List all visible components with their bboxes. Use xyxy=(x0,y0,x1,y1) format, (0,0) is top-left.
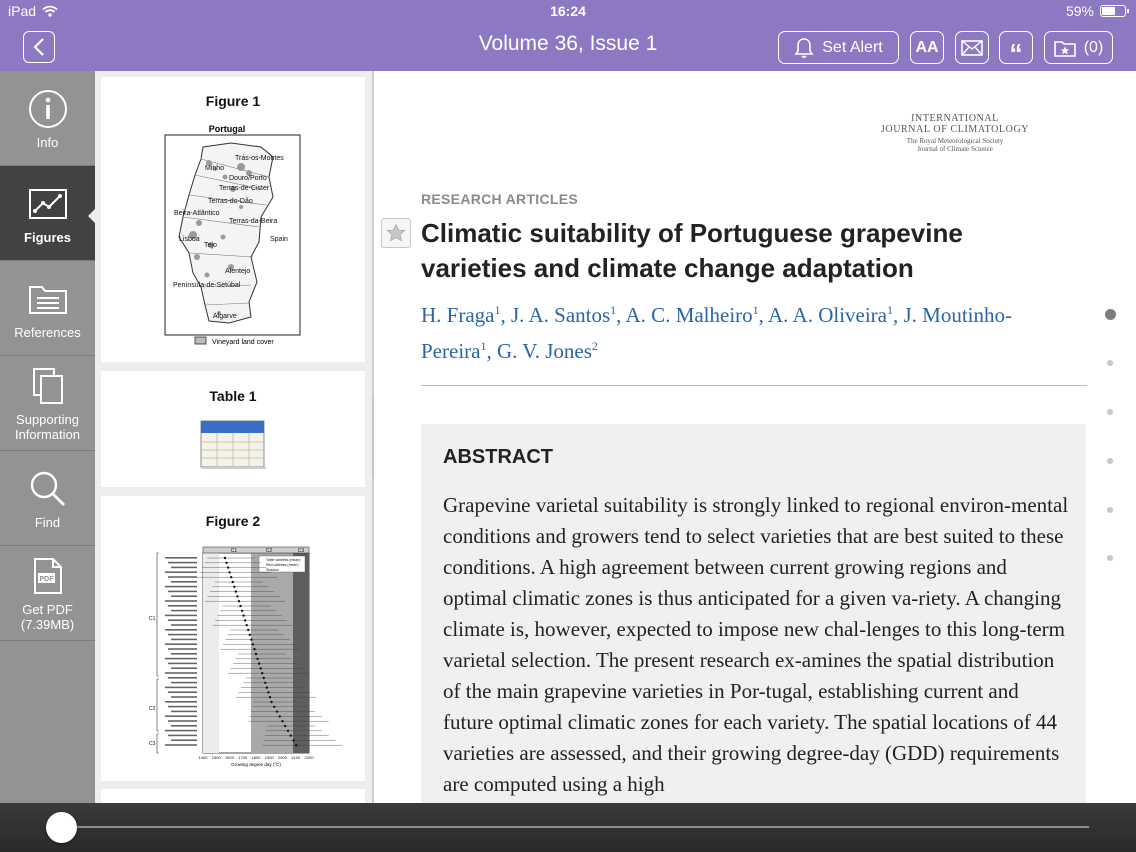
text-size-label: AA xyxy=(915,38,939,56)
fig2-point xyxy=(228,571,230,573)
clock: 16:24 xyxy=(550,3,586,19)
fig2-x-tick: 1900 xyxy=(264,755,274,760)
fig2-row-label xyxy=(168,663,197,665)
fig2-point xyxy=(273,706,275,708)
journal-line: Journal of Climate Science xyxy=(917,145,993,153)
map-title: Portugal xyxy=(208,124,246,134)
author-link[interactable]: G. V. Jones$^2$ xyxy=(496,339,598,363)
sidebar-item-label: Find xyxy=(34,514,61,530)
map-label: Spain xyxy=(270,236,288,243)
author-list: H. Fraga$^1$, J. A. Santos$^1$, A. C. Malheiro$^1$, A. A. Oliveira$^1$, J. Moutinho-Pereira$^1$, G. V. Jones$^2$ xyxy=(421,303,1013,363)
cite-button[interactable] xyxy=(999,31,1033,68)
fig2-point xyxy=(266,686,268,688)
fig2-row-label xyxy=(171,725,197,727)
fig2-row-label xyxy=(168,706,197,708)
map-label: Minho xyxy=(205,165,225,172)
fig2-point xyxy=(249,634,251,636)
journal-line: The Royal Meteorological Society xyxy=(906,137,1004,145)
sidebar-item-supporting-information[interactable] xyxy=(0,356,95,451)
article-view xyxy=(374,71,1136,803)
fig2-point xyxy=(290,734,292,736)
fig2-row-label xyxy=(171,739,197,741)
fig2-header-label: C1 xyxy=(230,548,238,554)
fig2-point xyxy=(264,682,266,684)
fig2-row-label xyxy=(171,653,197,655)
map-label: Terras-de-Cister xyxy=(219,185,270,192)
fig2-point xyxy=(227,566,229,568)
thumbnail-title: Figure 1 xyxy=(205,93,261,109)
saved-count: (0) xyxy=(1083,38,1104,56)
fig2-row-label xyxy=(168,735,197,737)
fig2-point xyxy=(235,590,237,592)
battery-percent: 59% xyxy=(1065,3,1094,19)
fig2-point xyxy=(259,667,261,669)
author-link[interactable]: J. A. Santos$^1$ xyxy=(510,303,617,327)
sidebar xyxy=(0,71,95,803)
abstract-heading: ABSTRACT xyxy=(443,446,553,468)
fig2-row-label xyxy=(165,730,197,732)
page-dot[interactable] xyxy=(1107,360,1113,366)
header-bar xyxy=(0,22,1136,71)
page-dot[interactable] xyxy=(1107,555,1113,561)
fig2-point xyxy=(232,581,234,583)
fig2-row-label xyxy=(168,720,197,722)
fig2-row-label xyxy=(165,557,197,559)
abstract-text: Grapevine varietal suitability is strongly linked to regional environ-mental conditions and growers tend to select varieties that are best suited to these conditions. A high agreement between current growing regions and optimal climatic zones is thus anticipated for a given va-riety. A changing climate is, however, expected to impose new chal-lenges to this long-term varietal selection. The present research ex-amines the spatial distribution of the main grapevine varieties in Por-tugal, establishing current and future optimal climatic zones for each variety. The spatial locations of 44 varieties are assessed, and their growing degree-day (GDD) requirements are computed using a high xyxy=(443,493,1069,796)
pdf-icon xyxy=(32,557,64,595)
battery-icon xyxy=(1100,5,1126,17)
fig2-row-label xyxy=(168,691,197,693)
fig2-point xyxy=(253,648,255,650)
thumbnail-title: Table 1 xyxy=(209,388,257,404)
fig2-row-label xyxy=(171,667,197,669)
fig2-point xyxy=(224,557,226,559)
fig2-point xyxy=(267,691,269,693)
fig2-row-label xyxy=(165,586,197,588)
fig2-x-tick: 1700 xyxy=(238,755,248,760)
article-title: Climatic suitability of Portuguese grapevine varieties and climate change adaptation xyxy=(421,218,963,283)
map-label: Trás-os-Montes xyxy=(235,155,284,162)
fig2-row-label xyxy=(168,619,197,621)
fig2-row-label xyxy=(171,711,197,713)
fig2-header-label: C2 xyxy=(265,548,273,554)
map-label: Terras-da-Beira xyxy=(229,218,278,225)
article-section: RESEARCH ARTICLES xyxy=(421,191,579,207)
fig2-row-label xyxy=(165,672,197,674)
search-icon xyxy=(29,470,67,508)
fig2-row-label xyxy=(168,591,197,593)
map-label: Tejo xyxy=(204,242,217,249)
sidebar-item-figures[interactable] xyxy=(0,166,95,261)
scrubber-track[interactable] xyxy=(62,826,1089,828)
fig2-x-tick: 2100 xyxy=(291,755,301,760)
fig2-x-tick: 1400 xyxy=(198,755,208,760)
figure-2-chart xyxy=(101,496,365,781)
fig2-legend: Red varieties (mean) xyxy=(266,563,299,567)
author-link[interactable]: A. C. Malheiro$^1$ xyxy=(625,303,759,327)
author-link[interactable]: J. Moutinho-Pereira$^1$ xyxy=(421,303,1013,363)
fig2-group-label: C3 xyxy=(149,741,156,747)
fig2-row-label xyxy=(168,605,197,607)
fig2-point xyxy=(242,614,244,616)
fig2-point xyxy=(230,576,232,578)
fig2-row-label xyxy=(171,639,197,641)
fig2-row-label xyxy=(165,658,197,660)
fig2-xlabel: Growing degree day (°C) xyxy=(231,762,281,767)
fig2-point xyxy=(256,658,258,660)
fig2-row-label xyxy=(171,610,197,612)
fig2-row-label xyxy=(171,682,197,684)
fig2-row-label xyxy=(165,629,197,631)
fig2-point xyxy=(276,710,278,712)
fig2-row-label xyxy=(165,615,197,617)
fig2-point xyxy=(281,720,283,722)
issue-title: Volume 36, Issue 1 xyxy=(478,32,658,55)
fig2-row-label xyxy=(171,581,197,583)
fig2-point xyxy=(263,677,265,679)
fig2-x-tick: 1800 xyxy=(251,755,261,760)
map-label: Terras-do-Dão xyxy=(208,198,253,205)
sidebar-item-info[interactable] xyxy=(0,71,95,166)
quote-icon: “ xyxy=(1009,37,1023,68)
map-label: Península-de-Setúbal xyxy=(173,282,241,289)
figures-panel xyxy=(95,71,372,803)
sidebar-item-label: Info xyxy=(36,134,59,150)
pdf-icon-text: PDF xyxy=(39,576,53,583)
sidebar-item-references[interactable] xyxy=(0,261,95,356)
journal-line: INTERNATIONAL xyxy=(911,113,999,124)
fig2-row-label xyxy=(171,567,197,569)
fig2-point xyxy=(225,562,227,564)
fig2-point xyxy=(258,662,260,664)
fig2-row-label xyxy=(171,696,197,698)
map-label: Beira-Atlântico xyxy=(174,210,220,217)
sidebar-item-label: Get PDF (7.39MB) xyxy=(20,602,75,632)
star-folder-icon xyxy=(1054,39,1076,57)
fig2-point xyxy=(269,696,271,698)
map-label: Alentejo xyxy=(225,268,251,275)
fig2-point xyxy=(279,715,281,717)
divider-line xyxy=(421,385,1087,386)
journal-logo xyxy=(850,113,1060,153)
fig2-group-label: C2 xyxy=(149,706,156,712)
fig2-row-label xyxy=(168,634,197,636)
fig2-row-label xyxy=(165,701,197,703)
page-dot[interactable] xyxy=(1107,507,1113,513)
sidebar-item-label: References xyxy=(14,324,81,340)
fig2-point xyxy=(244,619,246,621)
fig2-point xyxy=(261,672,263,674)
fig2-header-label: C3 xyxy=(297,548,305,554)
set-alert-button[interactable] xyxy=(778,31,899,64)
scrubber-handle[interactable] xyxy=(46,812,77,843)
info-icon xyxy=(28,89,68,129)
bottom-bar xyxy=(0,803,1136,852)
fig2-group-label: C1 xyxy=(149,616,156,622)
fig2-row-label xyxy=(171,595,197,597)
fig2-row-label xyxy=(165,687,197,689)
page-dot[interactable] xyxy=(1107,458,1113,464)
bell-icon xyxy=(794,37,814,59)
sidebar-item-find[interactable] xyxy=(0,451,95,546)
next-thumbnail[interactable] xyxy=(101,789,365,803)
author-link[interactable]: A. A. Oliveira$^1$ xyxy=(768,303,893,327)
journal-line: JOURNAL OF CLIMATOLOGY xyxy=(880,124,1030,135)
fig2-point xyxy=(250,638,252,640)
table-1-thumbnail[interactable] xyxy=(101,371,365,487)
sidebar-item-label: Figures xyxy=(24,229,71,245)
portugal-map xyxy=(101,77,365,362)
fig2-point xyxy=(236,595,238,597)
references-icon xyxy=(28,283,68,315)
fig2-point xyxy=(252,643,254,645)
fig2-point xyxy=(241,610,243,612)
set-alert-label: Set Alert xyxy=(822,38,883,56)
map-label: Algarve xyxy=(213,313,237,320)
map-legend: Vineyard land cover xyxy=(212,339,274,346)
status-bar xyxy=(0,0,1136,22)
fig2-row-label xyxy=(168,576,197,578)
supporting-info-icon xyxy=(31,366,65,406)
envelope-icon xyxy=(961,40,983,56)
fig2-point xyxy=(247,629,249,631)
fig2-x-tick: 2200 xyxy=(304,755,314,760)
fig2-row-label xyxy=(168,677,197,679)
fig2-point xyxy=(270,701,272,703)
fig2-point xyxy=(287,730,289,732)
fig2-row-label xyxy=(165,600,197,602)
fig2-row-label xyxy=(165,744,197,746)
table-icon xyxy=(200,420,266,470)
page-dot[interactable] xyxy=(1107,409,1113,415)
sidebar-item-get-pdf[interactable] xyxy=(0,546,95,641)
fig2-x-tick: 1600 xyxy=(225,755,234,760)
fig2-row-label xyxy=(165,571,197,573)
fig2-point xyxy=(239,605,241,607)
fig2-point xyxy=(295,744,297,746)
map-label: Lisboa xyxy=(179,236,200,243)
fig2-x-tick: 1500 xyxy=(211,755,221,760)
sidebar-item-label: Supporting Information xyxy=(14,412,81,442)
fig2-legend: Shadow xyxy=(266,568,279,572)
map-label: Douro/Porto xyxy=(229,175,267,182)
author-link[interactable]: H. Fraga$^1$ xyxy=(421,303,501,327)
thumbnail-title: Figure 2 xyxy=(205,513,261,529)
fig2-point xyxy=(238,600,240,602)
saved-articles-button[interactable] xyxy=(1044,31,1113,64)
figure-2-thumbnail[interactable] xyxy=(101,496,365,781)
fig2-row-label xyxy=(165,643,197,645)
email-button[interactable] xyxy=(955,31,989,64)
figures-icon xyxy=(28,188,68,220)
page-dot[interactable] xyxy=(1105,309,1116,320)
star-icon xyxy=(386,223,406,243)
fig2-point xyxy=(255,653,257,655)
fig2-point xyxy=(284,725,286,727)
fig2-legend: Table varieties (mean) xyxy=(266,558,301,562)
fig2-x-tick: 2000 xyxy=(278,755,287,760)
fig2-point xyxy=(292,739,294,741)
fig2-row-label xyxy=(165,715,197,717)
fig2-point xyxy=(233,586,235,588)
text-size-button[interactable] xyxy=(910,31,944,64)
fig2-row-label xyxy=(168,648,197,650)
favorite-button[interactable] xyxy=(381,218,411,248)
fig2-x-ticks xyxy=(199,755,315,760)
fig2-row-label xyxy=(168,562,197,564)
fig2-row-label xyxy=(171,624,197,626)
fig2-point xyxy=(246,624,248,626)
device-name: iPad xyxy=(8,3,37,19)
battery-level xyxy=(1102,7,1115,15)
abstract-section xyxy=(421,424,1086,803)
figure-1-thumbnail[interactable] xyxy=(101,77,365,362)
